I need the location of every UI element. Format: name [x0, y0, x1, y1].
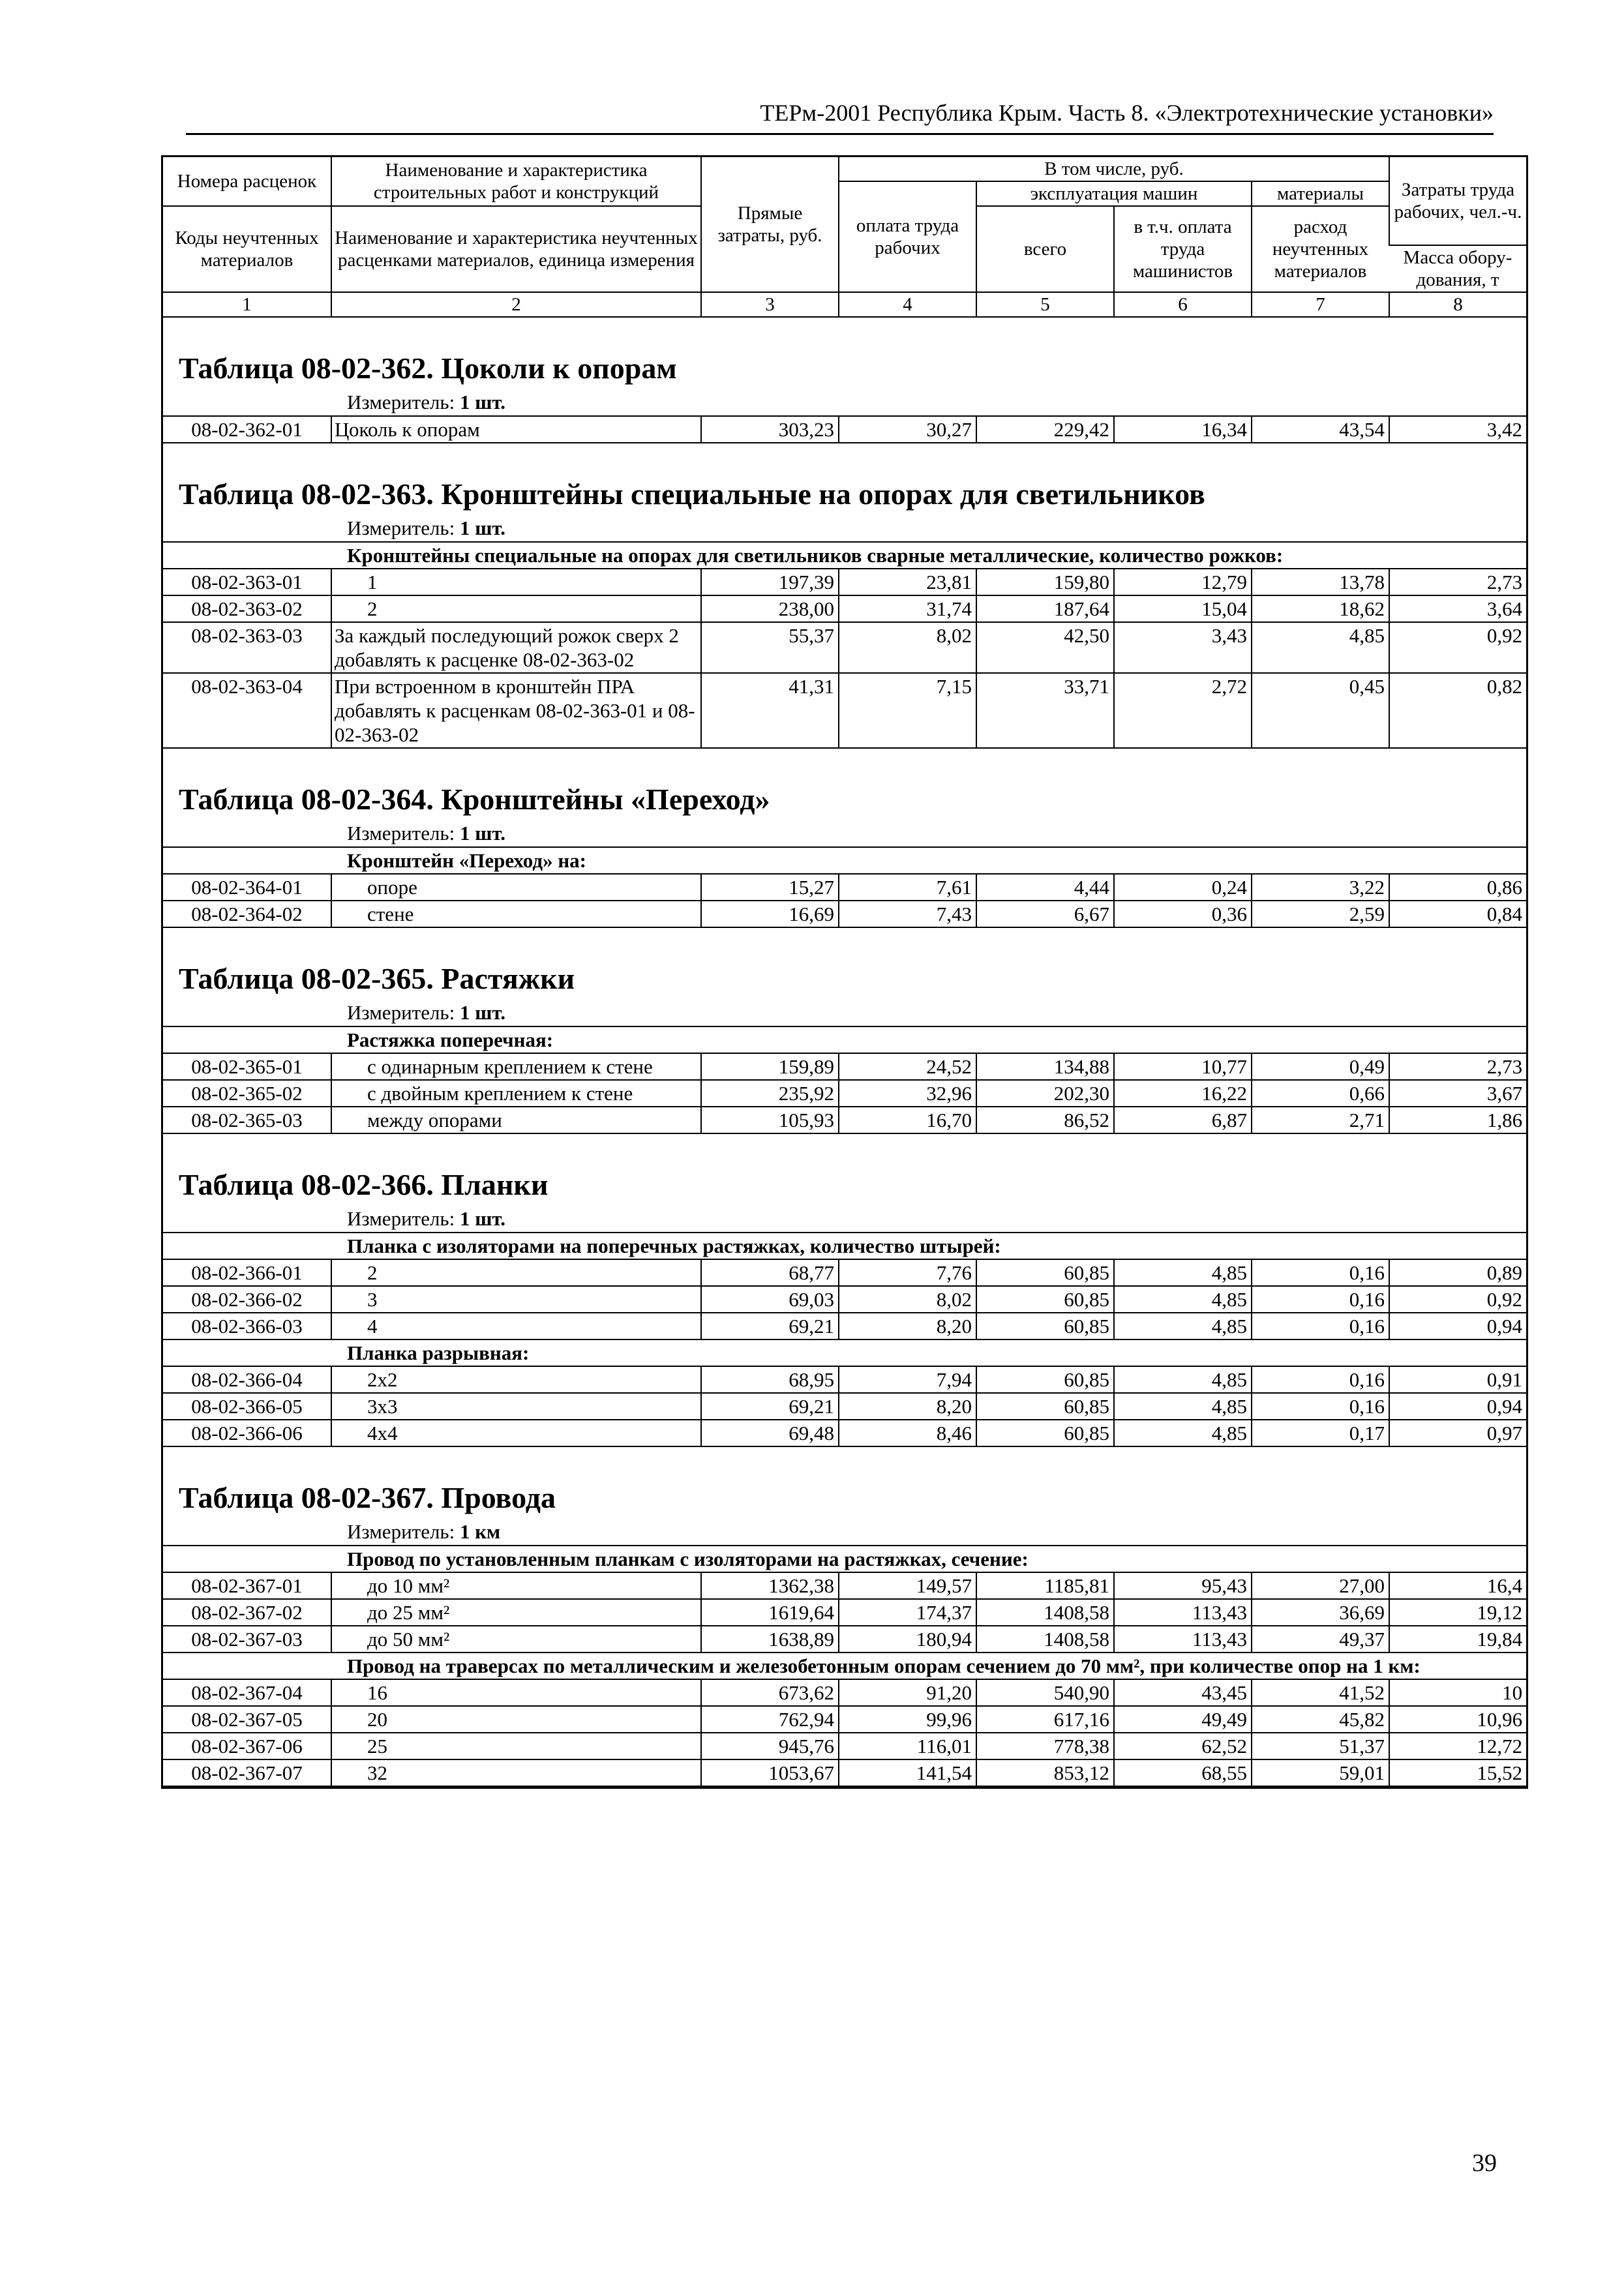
rate-table-section: [163, 1134, 1526, 1447]
rate-code: 08-02-366-05: [163, 1393, 331, 1420]
materials-cell: 0,16: [1252, 1393, 1389, 1420]
operator-pay-cell: 68,55: [1114, 1759, 1252, 1786]
materials-cell: 0,49: [1252, 1053, 1389, 1080]
col-head-labor-costs: Затраты труда рабочих, чел.-ч.: [1389, 157, 1526, 246]
rate-table-section: [163, 928, 1526, 1134]
unit-meter-label: Измеритель:: [347, 391, 455, 413]
materials-cell: 45,82: [1252, 1706, 1389, 1733]
machines-total-cell: 33,71: [976, 673, 1114, 748]
rate-code: 08-02-367-02: [163, 1599, 331, 1626]
machines-total-cell: 187,64: [976, 595, 1114, 622]
table-row: [163, 1259, 1526, 1286]
operator-pay-cell: 6,87: [1114, 1107, 1252, 1133]
unit-meter: [347, 819, 1526, 846]
direct-costs-cell: 1362,38: [701, 1572, 839, 1599]
group-row: [163, 542, 1526, 569]
col-head-including: В том числе, руб.: [839, 157, 1389, 182]
materials-cell: 0,16: [1252, 1259, 1389, 1286]
worker-pay-cell: 141,54: [839, 1759, 976, 1786]
col-head-worker-pay: оплата труда рабочих: [839, 181, 976, 292]
work-name: с двойным креплением к стене: [331, 1080, 701, 1107]
worker-pay-cell: 31,74: [839, 595, 976, 622]
direct-costs-cell: 1619,64: [701, 1599, 839, 1626]
worker-pay-cell: 116,01: [839, 1733, 976, 1759]
rate-code: 08-02-366-03: [163, 1313, 331, 1339]
rate-table-section: [163, 749, 1526, 928]
labor-costs-cell: 19,12: [1389, 1599, 1526, 1626]
machines-total-cell: 60,85: [976, 1366, 1114, 1393]
col-head-rate-numbers: Номера расценок: [163, 157, 331, 207]
rate-code: 08-02-367-07: [163, 1759, 331, 1786]
unit-meter-value: 1 шт.: [459, 822, 506, 845]
materials-cell: 4,85: [1252, 622, 1389, 673]
operator-pay-cell: 12,79: [1114, 569, 1252, 595]
table-title: Таблица 08-02-364. Кронштейны «Переход»: [179, 783, 770, 816]
work-name: 25: [331, 1733, 701, 1759]
work-name: 16: [331, 1679, 701, 1706]
col-number: 5: [976, 292, 1114, 317]
unit-meter: [347, 388, 1526, 415]
group-heading: Провод на траверсах по металлическим и железобетонным опорам сечением до 70 мм², при количестве опор на 1 км:: [163, 1653, 1526, 1679]
table-row: [163, 1626, 1526, 1653]
labor-costs-cell: 15,52: [1389, 1759, 1526, 1786]
worker-pay-cell: 180,94: [839, 1626, 976, 1653]
worker-pay-cell: 7,61: [839, 874, 976, 901]
table-row: [163, 1366, 1526, 1393]
machines-total-cell: 6,67: [976, 901, 1114, 927]
materials-cell: 0,66: [1252, 1080, 1389, 1107]
operator-pay-cell: 2,72: [1114, 673, 1252, 748]
labor-costs-cell: 0,91: [1389, 1366, 1526, 1393]
operator-pay-cell: 10,77: [1114, 1053, 1252, 1080]
materials-cell: 2,71: [1252, 1107, 1389, 1133]
table-title: Таблица 08-02-363. Кронштейны специальные на опорах для светильников: [179, 477, 1205, 511]
worker-pay-cell: 32,96: [839, 1080, 976, 1107]
col-number: 4: [839, 292, 976, 317]
rates-table: [163, 1545, 1526, 1787]
work-name: За каждый последующий рожок сверх 2 добавлять к расценке 08-02-363-02: [331, 622, 701, 673]
table-title: Таблица 08-02-365. Растяжки: [179, 962, 575, 995]
labor-costs-cell: 1,86: [1389, 1107, 1526, 1133]
labor-costs-cell: 0,92: [1389, 1286, 1526, 1313]
rates-document: [161, 155, 1528, 1789]
rate-code: 08-02-367-06: [163, 1733, 331, 1759]
rate-code: 08-02-363-04: [163, 673, 331, 748]
col-number: 8: [1389, 292, 1526, 317]
machines-total-cell: 1185,81: [976, 1572, 1114, 1599]
materials-cell: 0,17: [1252, 1420, 1389, 1446]
labor-costs-cell: 0,84: [1389, 901, 1526, 927]
machines-total-cell: 86,52: [976, 1107, 1114, 1133]
col-head-material-name: Наименование и характеристика неучтенных расценками материалов, единица измерения: [331, 206, 701, 292]
table-title: Таблица 08-02-362. Цоколи к опорам: [179, 352, 677, 385]
table-row: [163, 1053, 1526, 1080]
col-number: 7: [1252, 292, 1389, 317]
labor-costs-cell: 2,73: [1389, 569, 1526, 595]
worker-pay-cell: 91,20: [839, 1679, 976, 1706]
operator-pay-cell: 4,85: [1114, 1286, 1252, 1313]
rate-code: 08-02-367-04: [163, 1679, 331, 1706]
labor-costs-cell: 10: [1389, 1679, 1526, 1706]
worker-pay-cell: 8,02: [839, 1286, 976, 1313]
machines-total-cell: 617,16: [976, 1706, 1114, 1733]
direct-costs-cell: 69,21: [701, 1393, 839, 1420]
worker-pay-cell: 8,20: [839, 1393, 976, 1420]
work-name: до 25 мм²: [331, 1599, 701, 1626]
materials-cell: 18,62: [1252, 595, 1389, 622]
direct-costs-cell: 68,77: [701, 1259, 839, 1286]
direct-costs-cell: 238,00: [701, 595, 839, 622]
machines-total-cell: 202,30: [976, 1080, 1114, 1107]
rate-code: 08-02-362-01: [163, 416, 331, 443]
group-heading: Провод по установленным планкам с изоляторами на растяжках, сечение:: [163, 1546, 1526, 1572]
materials-cell: 43,54: [1252, 416, 1389, 443]
operator-pay-cell: 4,85: [1114, 1366, 1252, 1393]
unit-meter-label: Измеритель:: [347, 516, 455, 539]
col-number: 1: [163, 292, 331, 317]
rate-code: 08-02-366-04: [163, 1366, 331, 1393]
table-row: [163, 416, 1526, 443]
work-name: до 50 мм²: [331, 1626, 701, 1653]
direct-costs-cell: 1638,89: [701, 1626, 839, 1653]
group-heading: Растяжка поперечная:: [163, 1026, 1526, 1053]
table-title: Таблица 08-02-367. Провода: [179, 1481, 556, 1514]
rate-code: 08-02-365-03: [163, 1107, 331, 1133]
rate-code: 08-02-367-05: [163, 1706, 331, 1733]
operator-pay-cell: 43,45: [1114, 1679, 1252, 1706]
worker-pay-cell: 7,43: [839, 901, 976, 927]
operator-pay-cell: 3,43: [1114, 622, 1252, 673]
work-name: с одинарным креплением к стене: [331, 1053, 701, 1080]
direct-costs-cell: 68,95: [701, 1366, 839, 1393]
machines-total-cell: 42,50: [976, 622, 1114, 673]
table-row: [163, 901, 1526, 927]
unit-meter-value: 1 шт.: [459, 391, 506, 413]
labor-costs-cell: 19,84: [1389, 1626, 1526, 1653]
labor-costs-cell: 3,67: [1389, 1080, 1526, 1107]
labor-costs-cell: 3,64: [1389, 595, 1526, 622]
materials-cell: 51,37: [1252, 1733, 1389, 1759]
table-row: [163, 1420, 1526, 1446]
direct-costs-cell: 1053,67: [701, 1759, 839, 1786]
machines-total-cell: 229,42: [976, 416, 1114, 443]
table-row: [163, 622, 1526, 673]
materials-cell: 59,01: [1252, 1759, 1389, 1786]
group-row: [163, 1653, 1526, 1679]
col-head-work-name: Наименование и характеристика строительных работ и конструкций: [331, 157, 701, 207]
rate-tables: [163, 318, 1526, 1787]
unit-meter-value: 1 шт.: [459, 1207, 506, 1230]
col-head-material-codes: Коды неучтенных материалов: [163, 206, 331, 292]
direct-costs-cell: 105,93: [701, 1107, 839, 1133]
rate-code: 08-02-363-02: [163, 595, 331, 622]
materials-cell: 0,45: [1252, 673, 1389, 748]
work-name: 2x2: [331, 1366, 701, 1393]
work-name: 20: [331, 1706, 701, 1733]
machines-total-cell: 853,12: [976, 1759, 1114, 1786]
group-row: [163, 847, 1526, 874]
worker-pay-cell: 7,15: [839, 673, 976, 748]
table-row: [163, 1107, 1526, 1133]
col-head-machines-total: всего: [976, 206, 1114, 292]
unit-meter-value: 1 шт.: [459, 1001, 506, 1024]
worker-pay-cell: 23,81: [839, 569, 976, 595]
direct-costs-cell: 69,03: [701, 1286, 839, 1313]
direct-costs-cell: 69,21: [701, 1313, 839, 1339]
labor-costs-cell: 10,96: [1389, 1706, 1526, 1733]
operator-pay-cell: 4,85: [1114, 1259, 1252, 1286]
rates-table: [163, 541, 1526, 749]
work-name: 1: [331, 569, 701, 595]
machines-total-cell: 4,44: [976, 874, 1114, 901]
materials-cell: 0,16: [1252, 1286, 1389, 1313]
worker-pay-cell: 7,94: [839, 1366, 976, 1393]
work-name: Цоколь к опорам: [331, 416, 701, 443]
work-name: 3x3: [331, 1393, 701, 1420]
table-row: [163, 569, 1526, 595]
table-row: [163, 1313, 1526, 1339]
table-row: [163, 673, 1526, 748]
worker-pay-cell: 149,57: [839, 1572, 976, 1599]
machines-total-cell: 134,88: [976, 1053, 1114, 1080]
worker-pay-cell: 8,02: [839, 622, 976, 673]
worker-pay-cell: 8,20: [839, 1313, 976, 1339]
worker-pay-cell: 174,37: [839, 1599, 976, 1626]
rate-code: 08-02-363-03: [163, 622, 331, 673]
worker-pay-cell: 7,76: [839, 1259, 976, 1286]
group-heading: Планка с изоляторами на поперечных растяжках, количество штырей:: [163, 1233, 1526, 1259]
machines-total-cell: 1408,58: [976, 1599, 1114, 1626]
labor-costs-cell: 2,73: [1389, 1053, 1526, 1080]
col-head-materials: материалы: [1252, 181, 1389, 206]
machines-total-cell: 60,85: [976, 1420, 1114, 1446]
operator-pay-cell: 16,22: [1114, 1080, 1252, 1107]
operator-pay-cell: 95,43: [1114, 1572, 1252, 1599]
table-row: [163, 1679, 1526, 1706]
unit-meter-label: Измеритель:: [347, 1207, 455, 1230]
materials-cell: 3,22: [1252, 874, 1389, 901]
direct-costs-cell: 16,69: [701, 901, 839, 927]
group-heading: Кронштейны специальные на опорах для светильников сварные металлические, количество рожков:: [163, 542, 1526, 569]
work-name: 2: [331, 1259, 701, 1286]
operator-pay-cell: 4,85: [1114, 1420, 1252, 1446]
operator-pay-cell: 15,04: [1114, 595, 1252, 622]
labor-costs-cell: 12,72: [1389, 1733, 1526, 1759]
col-head-direct-costs: Прямые затраты, руб.: [701, 157, 839, 293]
materials-cell: 49,37: [1252, 1626, 1389, 1653]
col-number: 3: [701, 292, 839, 317]
page-number: 39: [1472, 2149, 1497, 2177]
machines-total-cell: 778,38: [976, 1733, 1114, 1759]
column-header: [163, 155, 1526, 318]
operator-pay-cell: 4,85: [1114, 1393, 1252, 1420]
unit-meter: [347, 514, 1526, 541]
work-name: до 10 мм²: [331, 1572, 701, 1599]
labor-costs-cell: 16,4: [1389, 1572, 1526, 1599]
table-title: Таблица 08-02-366. Планки: [179, 1168, 549, 1201]
rate-code: 08-02-367-03: [163, 1626, 331, 1653]
col-number: 2: [331, 292, 701, 317]
table-row: [163, 1572, 1526, 1599]
table-row: [163, 1080, 1526, 1107]
labor-costs-cell: 0,94: [1389, 1393, 1526, 1420]
unit-meter-value: 1 шт.: [459, 516, 506, 539]
labor-costs-cell: 0,82: [1389, 673, 1526, 748]
labor-costs-cell: 0,97: [1389, 1420, 1526, 1446]
rates-table: [163, 1232, 1526, 1447]
materials-cell: 13,78: [1252, 569, 1389, 595]
col-head-operator-pay: в т.ч. оплата труда машинистов: [1114, 206, 1252, 292]
rate-code: 08-02-364-02: [163, 901, 331, 927]
machines-total-cell: 60,85: [976, 1313, 1114, 1339]
labor-costs-cell: 0,92: [1389, 622, 1526, 673]
rate-table-section: [163, 1447, 1526, 1787]
rate-code: 08-02-366-06: [163, 1420, 331, 1446]
work-name: опоре: [331, 874, 701, 901]
direct-costs-cell: 762,94: [701, 1706, 839, 1733]
rate-code: 08-02-364-01: [163, 874, 331, 901]
operator-pay-cell: 16,34: [1114, 416, 1252, 443]
group-row: [163, 1233, 1526, 1259]
operator-pay-cell: 4,85: [1114, 1313, 1252, 1339]
worker-pay-cell: 8,46: [839, 1420, 976, 1446]
table-row: [163, 1733, 1526, 1759]
materials-cell: 0,16: [1252, 1313, 1389, 1339]
group-row: [163, 1546, 1526, 1572]
work-name: При встроенном в кронштейн ПРА добавлять к расценкам 08-02-363-01 и 08-02-363-02: [331, 673, 701, 748]
col-head-machine-use: эксплуатация машин: [976, 181, 1252, 206]
direct-costs-cell: 303,23: [701, 416, 839, 443]
machines-total-cell: 60,85: [976, 1393, 1114, 1420]
machines-total-cell: 60,85: [976, 1286, 1114, 1313]
unit-meter-label: Измеритель:: [347, 822, 455, 845]
group-heading: Кронштейн «Переход» на:: [163, 847, 1526, 874]
unit-meter-label: Измеритель:: [347, 1001, 455, 1024]
direct-costs-cell: 159,89: [701, 1053, 839, 1080]
operator-pay-cell: 113,43: [1114, 1626, 1252, 1653]
direct-costs-cell: 41,31: [701, 673, 839, 748]
machines-total-cell: 540,90: [976, 1679, 1114, 1706]
table-row: [163, 1393, 1526, 1420]
rate-table-section: [163, 443, 1526, 749]
operator-pay-cell: 62,52: [1114, 1733, 1252, 1759]
unit-meter: [347, 1204, 1526, 1232]
group-heading: Планка разрывная:: [163, 1339, 1526, 1366]
materials-cell: 2,59: [1252, 901, 1389, 927]
worker-pay-cell: 30,27: [839, 416, 976, 443]
work-name: 2: [331, 595, 701, 622]
operator-pay-cell: 113,43: [1114, 1599, 1252, 1626]
work-name: 32: [331, 1759, 701, 1786]
labor-costs-cell: 0,89: [1389, 1259, 1526, 1286]
materials-cell: 27,00: [1252, 1572, 1389, 1599]
unit-meter-value: 1 км: [459, 1520, 501, 1543]
worker-pay-cell: 99,96: [839, 1706, 976, 1733]
table-row: [163, 1706, 1526, 1733]
rate-code: 08-02-365-01: [163, 1053, 331, 1080]
materials-cell: 41,52: [1252, 1679, 1389, 1706]
group-row: [163, 1339, 1526, 1366]
direct-costs-cell: 235,92: [701, 1080, 839, 1107]
work-name: 4: [331, 1313, 701, 1339]
worker-pay-cell: 24,52: [839, 1053, 976, 1080]
rate-code: 08-02-363-01: [163, 569, 331, 595]
unit-meter: [347, 1518, 1526, 1545]
direct-costs-cell: 15,27: [701, 874, 839, 901]
table-row: [163, 1599, 1526, 1626]
labor-costs-cell: 0,86: [1389, 874, 1526, 901]
materials-cell: 36,69: [1252, 1599, 1389, 1626]
table-row: [163, 1759, 1526, 1786]
rates-table: [163, 415, 1526, 443]
materials-cell: 0,16: [1252, 1366, 1389, 1393]
direct-costs-cell: 945,76: [701, 1733, 839, 1759]
labor-costs-cell: 3,42: [1389, 416, 1526, 443]
work-name: между опорами: [331, 1107, 701, 1133]
rate-code: 08-02-365-02: [163, 1080, 331, 1107]
rates-table: [163, 846, 1526, 928]
table-row: [163, 595, 1526, 622]
operator-pay-cell: 49,49: [1114, 1706, 1252, 1733]
rate-code: 08-02-366-02: [163, 1286, 331, 1313]
rate-code: 08-02-366-01: [163, 1259, 331, 1286]
direct-costs-cell: 197,39: [701, 569, 839, 595]
direct-costs-cell: 55,37: [701, 622, 839, 673]
unit-meter: [347, 998, 1526, 1026]
worker-pay-cell: 16,70: [839, 1107, 976, 1133]
direct-costs-cell: 673,62: [701, 1679, 839, 1706]
machines-total-cell: 60,85: [976, 1259, 1114, 1286]
machines-total-cell: 159,80: [976, 569, 1114, 595]
rates-table: [163, 1026, 1526, 1134]
labor-costs-cell: 0,94: [1389, 1313, 1526, 1339]
col-head-unaccounted-materials: расход неучтенных материалов: [1252, 206, 1389, 292]
operator-pay-cell: 0,24: [1114, 874, 1252, 901]
col-head-equipment-mass: Масса обору-дования, т: [1389, 245, 1526, 292]
group-row: [163, 1026, 1526, 1053]
rate-table-section: [163, 318, 1526, 443]
work-name: 4x4: [331, 1420, 701, 1446]
table-row: [163, 874, 1526, 901]
col-number: 6: [1114, 292, 1252, 317]
direct-costs-cell: 69,48: [701, 1420, 839, 1446]
operator-pay-cell: 0,36: [1114, 901, 1252, 927]
machines-total-cell: 1408,58: [976, 1626, 1114, 1653]
work-name: стене: [331, 901, 701, 927]
work-name: 3: [331, 1286, 701, 1313]
unit-meter-label: Измеритель:: [347, 1520, 455, 1543]
page-header: ТЕРм-2001 Республика Крым. Часть 8. «Электротехнические установки»: [186, 93, 1494, 135]
table-row: [163, 1286, 1526, 1313]
rate-code: 08-02-367-01: [163, 1572, 331, 1599]
